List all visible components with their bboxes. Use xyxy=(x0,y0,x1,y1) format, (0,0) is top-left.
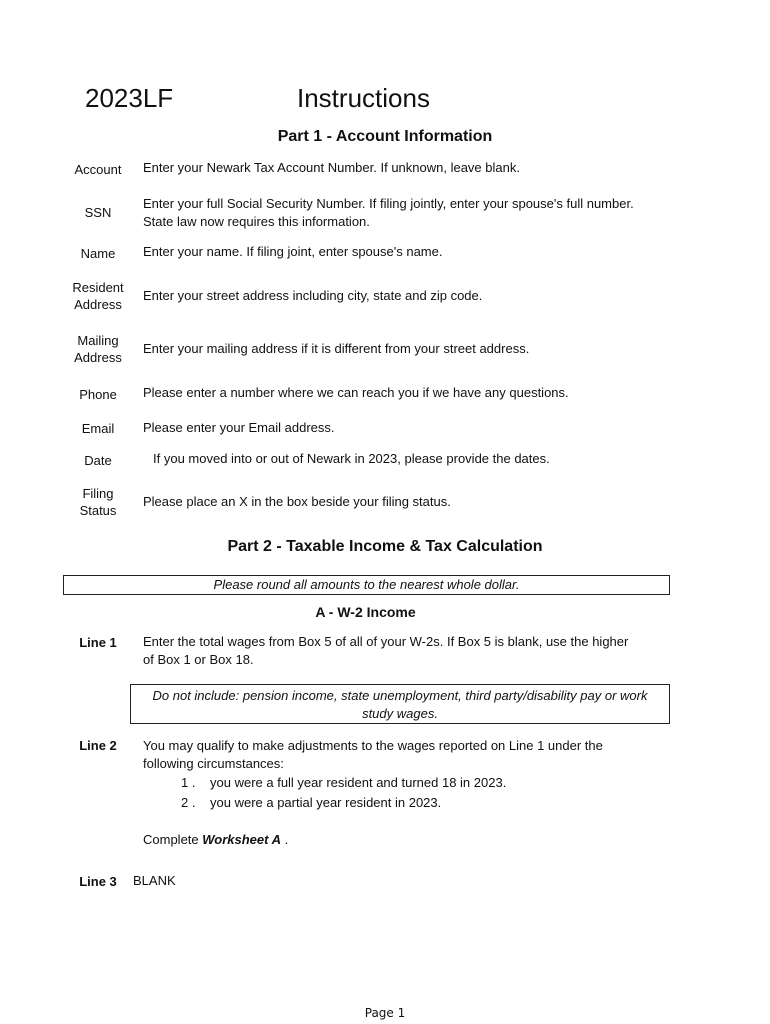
worksheet-a-ref: Worksheet A xyxy=(202,832,281,847)
row-text-date: If you moved into or out of Newark in 2023, please provide the dates. xyxy=(153,451,550,466)
row-label-phone: Phone xyxy=(79,387,117,402)
section-a-heading: A - W-2 Income xyxy=(315,604,416,620)
part1-heading: Part 1 - Account Information xyxy=(277,128,493,145)
row-label-mailing: Mailing xyxy=(77,333,119,348)
line1-note-text-2: study wages. xyxy=(362,706,438,721)
line2-item-text-1: you were a full year resident and turned 18 in 2023. xyxy=(210,775,507,790)
row-label-resident: Resident xyxy=(72,280,124,295)
worksheet-a-instruction xyxy=(143,831,288,849)
row-text-account: Enter your Newark Tax Account Number. If unknown, leave blank. xyxy=(143,160,520,175)
line3-text: BLANK xyxy=(133,873,176,888)
row-label-filing: Filing xyxy=(82,486,114,501)
line2-text-2: following circumstances: xyxy=(143,756,284,771)
line3-label: Line 3 xyxy=(79,874,117,889)
page-number: Page 1 xyxy=(364,1006,406,1020)
line2-text: You may qualify to make adjustments to the wages reported on Line 1 under the xyxy=(143,738,603,753)
row-text-ssn-2: State law now requires this information. xyxy=(143,214,370,229)
row-label-account: Account xyxy=(74,162,122,177)
line2-item-text-2: you were a partial year resident in 2023. xyxy=(210,795,442,810)
row-label-email: Email xyxy=(81,421,115,436)
line1-note-text: Do not include: pension income, state unemployment, third party/disability pay or work xyxy=(152,688,648,703)
row-label-date: Date xyxy=(84,453,112,468)
row-label-mailing-2: Address xyxy=(74,350,122,365)
complete-prefix: Complete xyxy=(143,832,203,847)
line1-label: Line 1 xyxy=(79,635,117,650)
part2-heading: Part 2 - Taxable Income & Tax Calculation xyxy=(227,538,543,555)
line1-text: Enter the total wages from Box 5 of all of your W-2s. If Box 5 is blank, use the higher xyxy=(143,634,629,649)
line1-text-2: of Box 1 or Box 18. xyxy=(143,652,254,667)
row-text-name: Enter your name. If filing joint, enter spouse's name. xyxy=(143,244,443,259)
line1-exclusion-note xyxy=(130,684,670,724)
page-title: Instructions xyxy=(297,83,430,113)
row-label-resident-2: Address xyxy=(74,297,122,312)
line2-item-num-2: 2 . xyxy=(181,795,196,810)
row-text-email: Please enter your Email address. xyxy=(143,420,335,435)
round-note-box xyxy=(63,575,670,595)
line2-item-num-1: 1 . xyxy=(181,775,196,790)
row-label-name: Name xyxy=(80,246,116,261)
line2-label: Line 2 xyxy=(79,738,117,753)
round-note: Please round all amounts to the nearest whole dollar. xyxy=(213,577,520,592)
row-text-filing: Please place an X in the box beside your filing status. xyxy=(143,494,451,509)
row-label-filing-2: Status xyxy=(79,503,117,518)
row-text-mailing: Enter your mailing address if it is different from your street address. xyxy=(143,341,530,356)
row-text-resident: Enter your street address including city, state and zip code. xyxy=(143,288,483,303)
form-id: 2023LF xyxy=(85,83,174,113)
row-text-ssn: Enter your full Social Security Number. If filing jointly, enter your spouse's full number. xyxy=(143,196,634,211)
row-text-phone: Please enter a number where we can reach you if we have any questions. xyxy=(143,385,569,400)
complete-suffix: . xyxy=(281,832,289,847)
row-label-ssn: SSN xyxy=(84,205,112,220)
